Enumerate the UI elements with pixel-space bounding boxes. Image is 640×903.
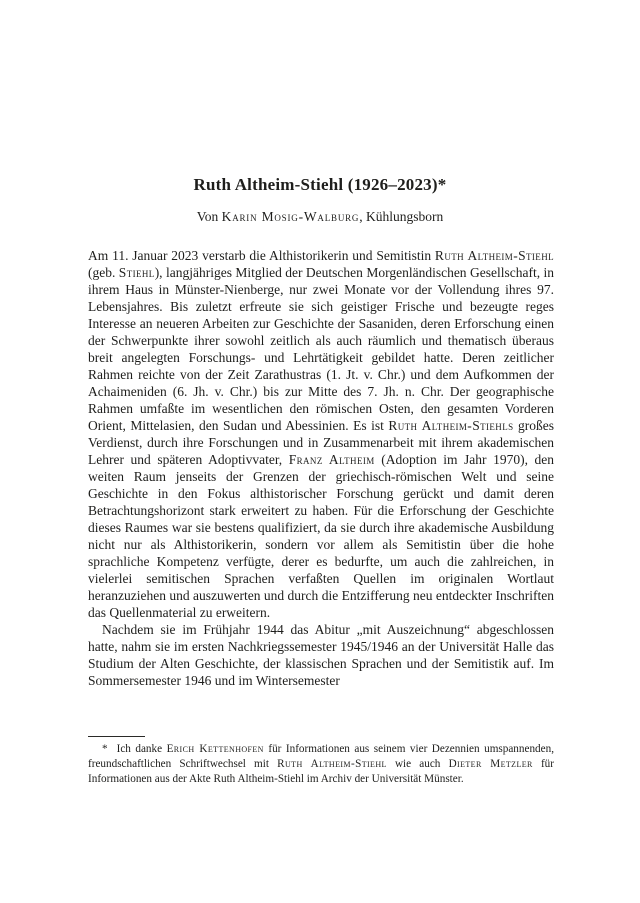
footnote <box>88 742 554 787</box>
footnote-marker: * <box>102 743 108 755</box>
byline-prefix: Von <box>196 209 222 224</box>
footnote-section <box>88 736 554 787</box>
article-paragraph: Nachdem sie im Frühjahr 1944 das Abitur „mit Auszeichnung“ abgeschlossen hatte, nahm sie im ersten Nachkriegssemester 1945/1946 an der Universität Halle das Studium der Alten Geschichte, der klassischen Sprachen und der Semitistik auf. Im Sommersemester 1946 und im Wintersemester <box>88 622 554 688</box>
footnote-content: Ich danke Erich Kettenhofen für Informationen aus seinem vier Dezennien umspannenden, freundschaftlichen Schriftwechsel mit Ruth Altheim-Stiehl wie auch Dieter Metzler für Informationen aus der Akte Ruth Altheim-Stiehl im Archiv der Universität Münster. <box>88 743 555 785</box>
article-body <box>88 247 554 689</box>
article-paragraph: Am 11. Januar 2023 verstarb die Althistorikerin und Semitistin Ruth Altheim-Stiehl (geb. Stiehl), langjähriges Mitglied der Deutschen Morgenländischen Gesellschaft, in ihrem Haus in Münster-Nienberge, nur zwei Monate vor der Vollendung ihres 97. Lebensjahres. Bis zuletzt erfreute sie sich geistiger Frische und bezeugte reges Interesse an neueren Arbeiten zur Geschichte der Sasaniden, deren Erforschung einen der Schwerpunkte ihrer sowohl zeitlich als auch räumlich und thematisch überaus breit angelegten Forschungs- und Lehrtätigkeit gebildet hatte. Deren zeitlicher Rahmen reichte von der Zeit Zarathustras (1. Jt. v. Chr.) und dem Aufkommen der Achaimeniden (6. Jh. v. Chr.) bis zur Mitte des 7. Jh. n. Chr. Der geographische Rahmen umfaßte im wesentlichen den römischen Osten, den gesamten Vorderen Orient, Mittelasien, den Sudan und Abessinien. Es ist Ruth Altheim-Stiehls großes Verdienst, durch ihre Forschungen und in Zusammenarbeit mit ihrem akademischen Lehrer und späteren Adoptivvater, Franz Altheim (Adoption im Jahr 1970), den weiten Raum jenseits der Grenzen der griechisch-römischen Welt und seine Geschichte in den Fokus althistorischer Forschung gerückt und damit deren Betrachtungshorizont stark erweitert zu haben. Für die Erforschung der Geschichte dieses Raumes war sie bestens qualifiziert, da sie durch ihre akademische Ausbildung nicht nur als Althistorikerin, sondern vor allem als Semitistin über die hohe sprachliche Kompetenz verfügte, derer es bedurfte, um auch die zahlreichen, in vielerlei semitischen Sprachen verfaßten Quellen im originalen Wortlaut heranzuziehen und auszuwerten und durch die Entzifferung neu entdeckter Inschriften das Quellenmaterial zu erweitern. <box>88 248 554 620</box>
article-title: Ruth Altheim-Stiehl (1926–2023)* <box>193 175 447 194</box>
article-byline <box>0 209 640 225</box>
footnote-separator-rule <box>88 736 145 737</box>
byline-author: Karin Mosig-Walburg <box>221 209 360 224</box>
byline-suffix: , Kühlungsborn <box>359 209 444 224</box>
